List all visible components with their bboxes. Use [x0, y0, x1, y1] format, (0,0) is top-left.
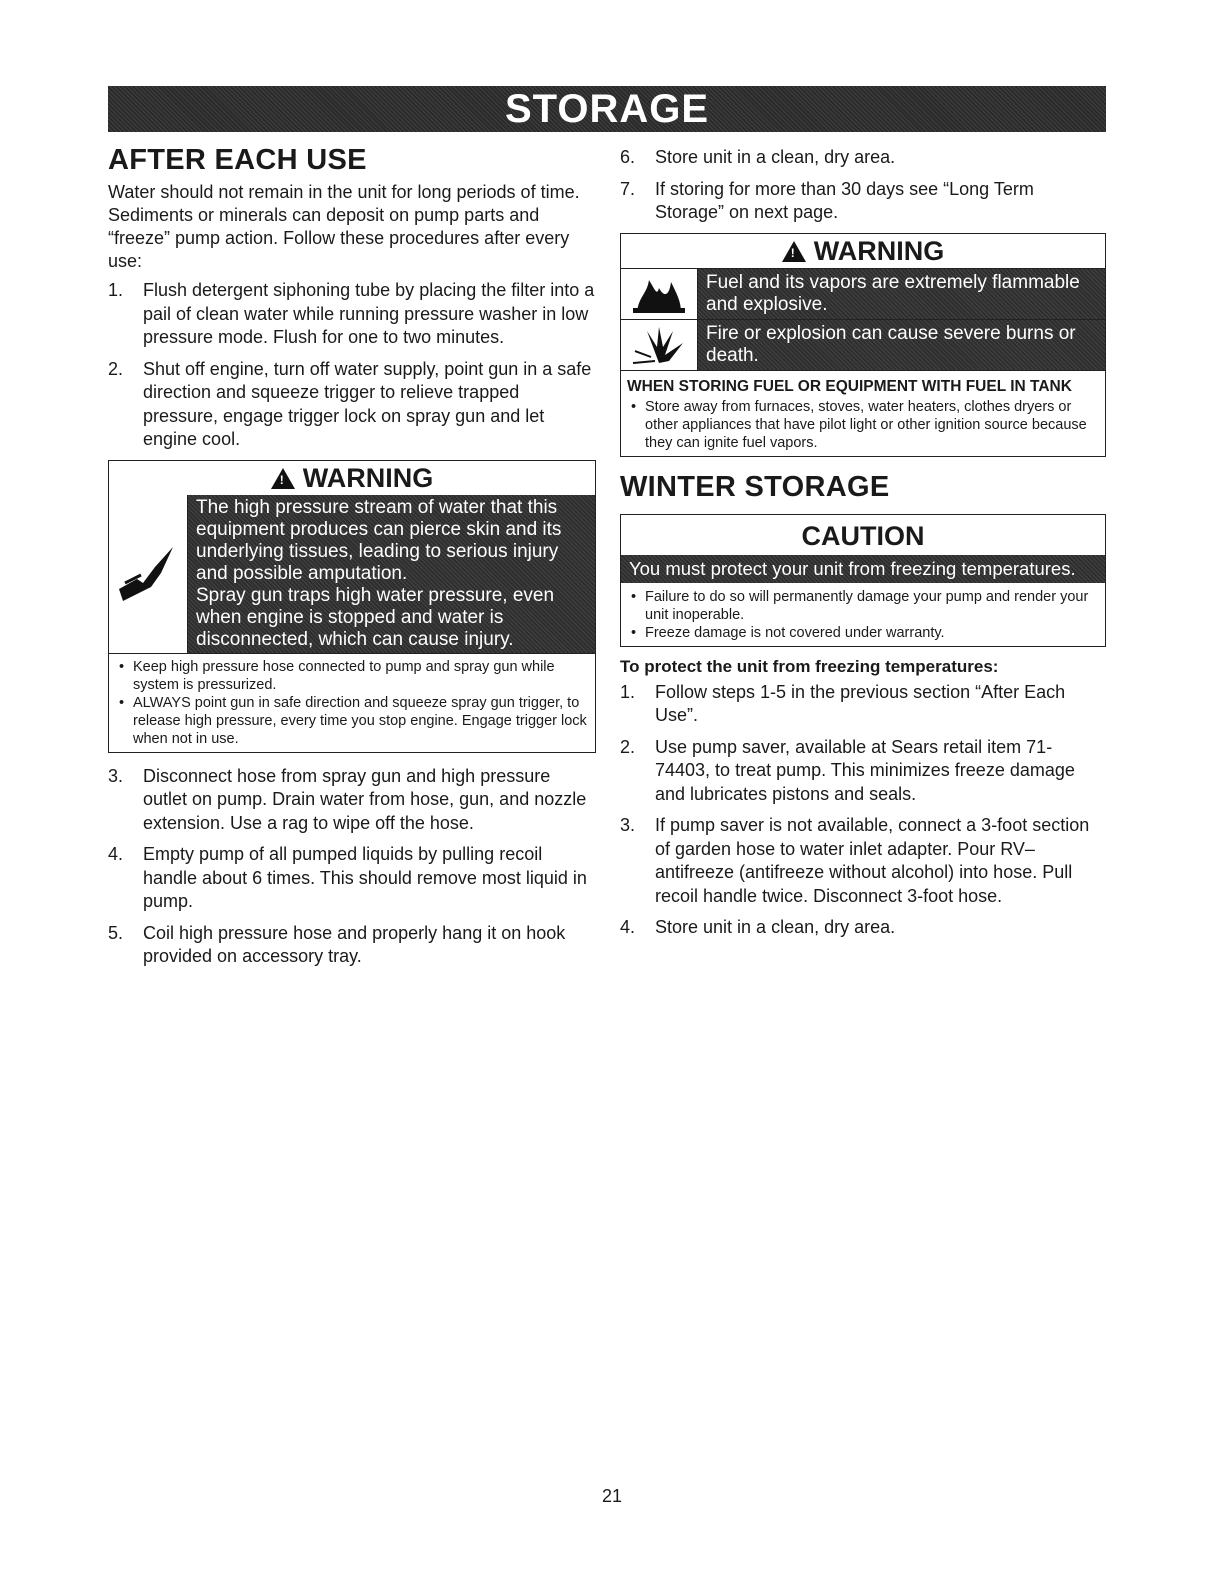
explosion-icon	[621, 320, 698, 370]
winter-storage-heading: WINTER STORAGE	[620, 470, 890, 503]
after-use-steps-b	[108, 765, 596, 969]
list-item: 4. Store unit in a clean, dry area.	[620, 917, 896, 937]
section-banner	[108, 86, 1106, 132]
fuel-storage-notes	[621, 370, 1105, 456]
list-item: • Freeze damage is not covered under warranty.	[627, 624, 1099, 642]
warning-title: ! WARNING	[109, 461, 595, 495]
right-column	[620, 146, 1106, 948]
list-item: • Keep high pressure hose connected to pump and spray gun while system is pressurized.	[115, 658, 589, 694]
spray-injury-icon	[109, 495, 188, 653]
section-title: STORAGE	[504, 86, 710, 131]
list-item: 2. Use pump saver, available at Sears retail item 71-74403, to treat pump. This minimizes freeze damage and lubricates pistons and seals.	[620, 736, 1075, 804]
list-item: 5. Coil high pressure hose and properly hang it on hook provided on accessory tray.	[108, 922, 566, 966]
list-item: • ALWAYS point gun in safe direction and squeeze spray gun trigger, to release high pressure, every time you stop engine. Engage trigger lock when not in use.	[115, 694, 589, 748]
list-item: 1. Flush detergent siphoning tube by placing the filter into a pail of clean water while running pressure washer in low pressure mode. Flush for one to two minutes.	[108, 280, 595, 347]
caution-title: CAUTION	[801, 520, 925, 551]
explosion-hazard-text: Fire or explosion can cause severe burns or death.	[698, 320, 1105, 370]
fuel-warning-box	[620, 233, 1106, 457]
caution-box	[620, 514, 1106, 647]
warning-triangle-icon	[271, 468, 295, 489]
list-item: • Store away from furnaces, stoves, water heaters, clothes dryers or other appliances that have pilot light or other ignition source because they can ignite fuel vapors.	[627, 398, 1099, 452]
caution-bullets	[621, 583, 1105, 646]
after-use-steps-a	[108, 279, 596, 452]
pressure-warning-box	[108, 460, 596, 753]
warning-triangle-icon	[782, 241, 806, 262]
list-item: 2. Shut off engine, turn off water supply, point gun in a safe direction and squeeze trigger to relieve trapped pressure, engage trigger lock on spray gun and let engine cool.	[108, 358, 592, 449]
after-use-steps-c	[620, 146, 1106, 225]
list-item: 6. Store unit in a clean, dry area.	[620, 147, 896, 167]
list-item: 1. Follow steps 1-5 in the previous section “After Each Use”.	[620, 681, 1066, 725]
list-item: 3. If pump saver is not available, connect a 3-foot section of garden hose to water inlet adapter. Pour RV–antifreeze (antifreeze without alcohol) into hose. Pull recoil handle twice. Disconnect 3-foot hose.	[620, 815, 1090, 906]
protect-heading: To protect the unit from freezing temperatures:	[620, 656, 999, 676]
explosion-hazard-row	[621, 319, 1105, 370]
list-item: 7. If storing for more than 30 days see “Long Term Storage” on next page.	[620, 178, 1034, 222]
pressure-hazard-row	[109, 495, 595, 653]
fuel-warning-title: ! WARNING	[621, 234, 1105, 268]
fuel-storage-subhead: WHEN STORING FUEL OR EQUIPMENT WITH FUEL IN TANK	[627, 377, 1072, 395]
after-each-use-heading: AFTER EACH USE	[108, 144, 367, 176]
pressure-hazard-text: The high pressure stream of water that this equipment produces can pierce skin and its underlying tissues, leading to serious injury and possible amputation. Spray gun traps high water pressure, even when engine is stopped and water is disconnected, which can cause injury.	[188, 495, 595, 653]
flammable-hazard-text: Fuel and its vapors are extremely flammable and explosive.	[698, 269, 1105, 319]
fuel-warning-bullets	[621, 396, 1105, 456]
flame-icon	[621, 269, 698, 319]
caution-banner: You must protect your unit from freezing temperatures.	[621, 555, 1105, 583]
page-number: 21	[601, 1486, 623, 1506]
left-column	[108, 144, 596, 977]
list-item: • Failure to do so will permanently damage your pump and render your unit inoperable.	[627, 588, 1099, 624]
after-each-use-intro: Water should not remain in the unit for long periods of time. Sediments or minerals can deposit on pump parts and “freeze” pump action. Follow these procedures after every use:	[108, 182, 580, 271]
list-item: 4. Empty pump of all pumped liquids by pulling recoil handle about 6 times. This should remove most liquid in pump.	[108, 844, 587, 911]
flammable-hazard-row	[621, 268, 1105, 319]
winter-steps	[620, 681, 1106, 940]
list-item: 3. Disconnect hose from spray gun and high pressure outlet on pump. Drain water from hose, gun, and nozzle extension. Use a rag to wipe off the hose.	[108, 765, 587, 833]
pressure-warning-bullets	[109, 653, 595, 752]
